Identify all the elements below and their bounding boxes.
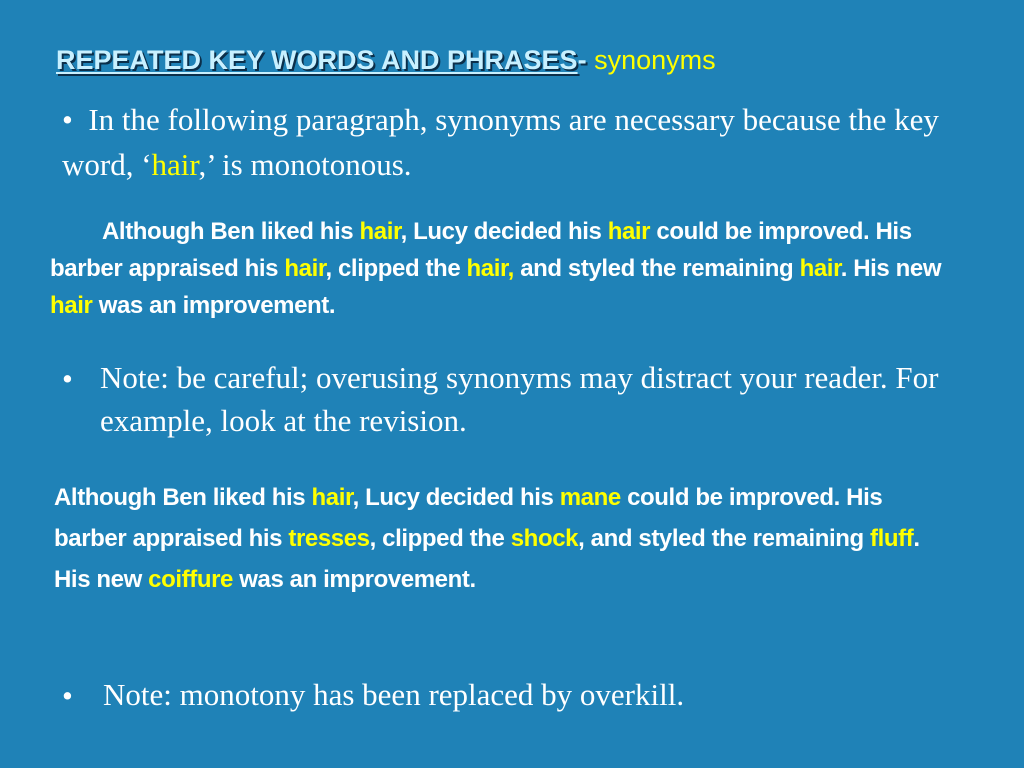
- intro-paragraph: [62, 97, 962, 187]
- note-overkill-text: Note: monotony has been replaced by overkill.: [103, 677, 685, 712]
- example1-segment: could be improved. His barber appraised his: [50, 218, 912, 282]
- example2-synonym: tresses: [288, 525, 370, 552]
- title-main: REPEATED KEY WORDS AND PHRASES: [56, 45, 578, 75]
- example2-segment: , Lucy decided his: [352, 484, 560, 511]
- example1-keyword: hair: [284, 255, 326, 282]
- example1-segment: , clipped the: [325, 255, 467, 282]
- bullet-dot: •: [62, 678, 73, 713]
- example2-segment: Although Ben liked his: [54, 484, 312, 511]
- slide-title: [56, 44, 1006, 76]
- example1-segment: , Lucy decided his: [400, 218, 608, 245]
- example2-synonym: mane: [559, 484, 621, 511]
- title-dash: -: [577, 45, 587, 75]
- example1-keyword: hair: [50, 292, 93, 319]
- note-careful-text: Note: be careful; overusing synonyms may distract your reader. For example, look at the revision.: [100, 360, 939, 438]
- example2-synonym: fluff: [870, 525, 914, 552]
- example2-segment: could be improved. His barber appraised his: [54, 484, 883, 552]
- example1-segment: Although Ben liked his: [102, 218, 360, 245]
- example2-segment: , clipped the: [369, 525, 511, 552]
- intro-text-after: ,’ is monotonous.: [198, 147, 412, 182]
- example1-keyword: hair: [607, 218, 651, 245]
- example2-synonym: hair: [311, 484, 353, 511]
- example-paragraph-revision: [54, 477, 934, 600]
- bullet-dot: •: [62, 102, 73, 137]
- example2-segment: , and styled the remaining: [578, 525, 871, 552]
- example1-keyword: hair,: [466, 255, 514, 282]
- example1-segment: . His new: [840, 255, 942, 282]
- example2-synonym: coiffure: [148, 566, 233, 593]
- example2-segment: . His new: [54, 525, 920, 593]
- example2-segment: was an improvement.: [232, 566, 476, 593]
- intro-text-before: In the following paragraph, synonyms are necessary because the key word, ‘: [62, 102, 939, 182]
- example-paragraph-repetitive: [50, 213, 980, 324]
- example1-segment: was an improvement.: [92, 292, 336, 319]
- example1-keyword: hair: [799, 255, 841, 282]
- bullet-dot: •: [62, 361, 73, 396]
- intro-keyword: hair: [151, 147, 199, 182]
- title-subtitle: synonyms: [594, 45, 716, 75]
- example1-keyword: hair: [359, 218, 401, 245]
- example2-synonym: shock: [510, 525, 579, 552]
- example1-segment: and styled the remaining: [513, 255, 800, 282]
